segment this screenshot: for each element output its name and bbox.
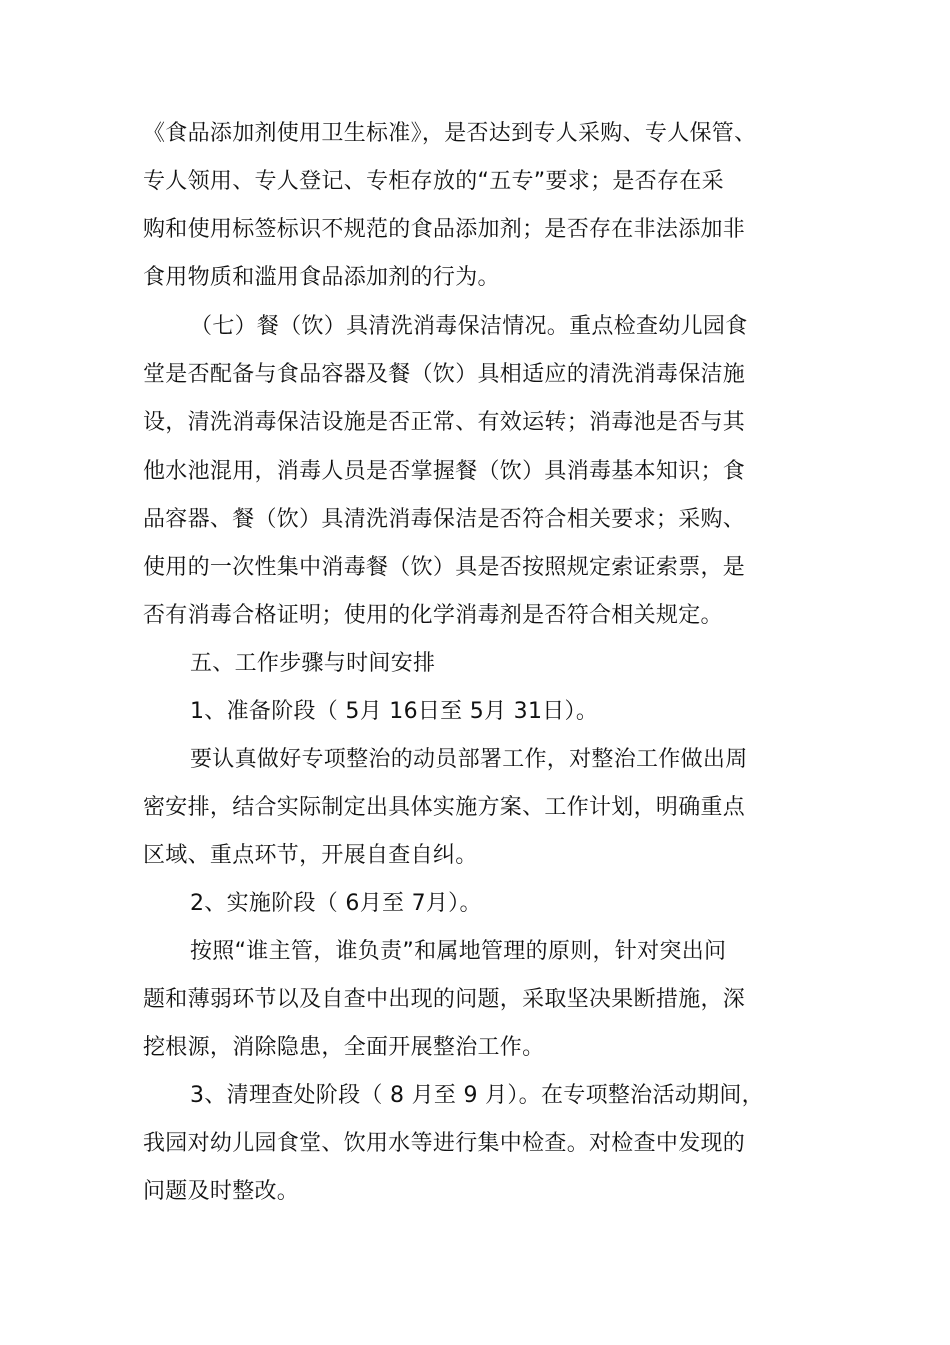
text-line: 区域、重点环节，开展自查自纠。 <box>143 843 478 868</box>
text-line: 题和薄弱环节以及自查中出现的问题，采取坚决果断措施，深 <box>143 987 746 1012</box>
paragraph-start-line: （七）餐（饮）具清洗消毒保洁情况。重点检查幼儿园食 <box>190 314 748 339</box>
text-line: 我园对幼儿园食堂、饮用水等进行集中检查。对检查中发现的 <box>143 1131 746 1156</box>
section-heading: 五、工作步骤与时间安排 <box>190 651 436 676</box>
text-line: 他水池混用，消毒人员是否掌握餐（饮）具消毒基本知识；食 <box>143 459 746 484</box>
step-heading: 2、实施阶段（ 6月至 7月）。 <box>190 891 482 916</box>
text-line: 堂是否配备与食品容器及餐（饮）具相适应的清洗消毒保洁施 <box>143 362 746 387</box>
step-heading: 3、清理查处阶段（ 8 月至 9 月）。在专项整治活动期间， <box>190 1083 764 1108</box>
text-line: 否有消毒合格证明；使用的化学消毒剂是否符合相关规定。 <box>143 603 723 628</box>
text-line: 《食品添加剂使用卫生标准》，是否达到专人采购、专人保管、 <box>143 121 757 146</box>
text-line: 品容器、餐（饮）具清洗消毒保洁是否符合相关要求；采购、 <box>143 507 746 532</box>
text-line: 使用的一次性集中消毒餐（饮）具是否按照规定索证索票，是 <box>143 555 746 580</box>
text-line: 设，清洗消毒保洁设施是否正常、有效运转；消毒池是否与其 <box>143 410 746 435</box>
text-line: 食用物质和滥用食品添加剂的行为。 <box>143 265 500 290</box>
paragraph-start-line: 要认真做好专项整治的动员部署工作，对整治工作做出周 <box>190 747 748 772</box>
text-line: 密安排，结合实际制定出具体实施方案、工作计划，明确重点 <box>143 795 746 820</box>
step-heading: 1、准备阶段（ 5月 16日至 5月 31日）。 <box>190 699 599 724</box>
text-line: 问题及时整改。 <box>143 1179 300 1204</box>
text-line: 专人领用、专人登记、专柜存放的“五专”要求；是否存在采 <box>143 169 724 194</box>
text-line: 购和使用标签标识不规范的食品添加剂；是否存在非法添加非 <box>143 217 746 242</box>
paragraph-start-line: 按照“谁主管，谁负责”和属地管理的原则，针对突出问 <box>190 939 727 964</box>
text-line: 挖根源，消除隐患，全面开展整治工作。 <box>143 1035 545 1060</box>
